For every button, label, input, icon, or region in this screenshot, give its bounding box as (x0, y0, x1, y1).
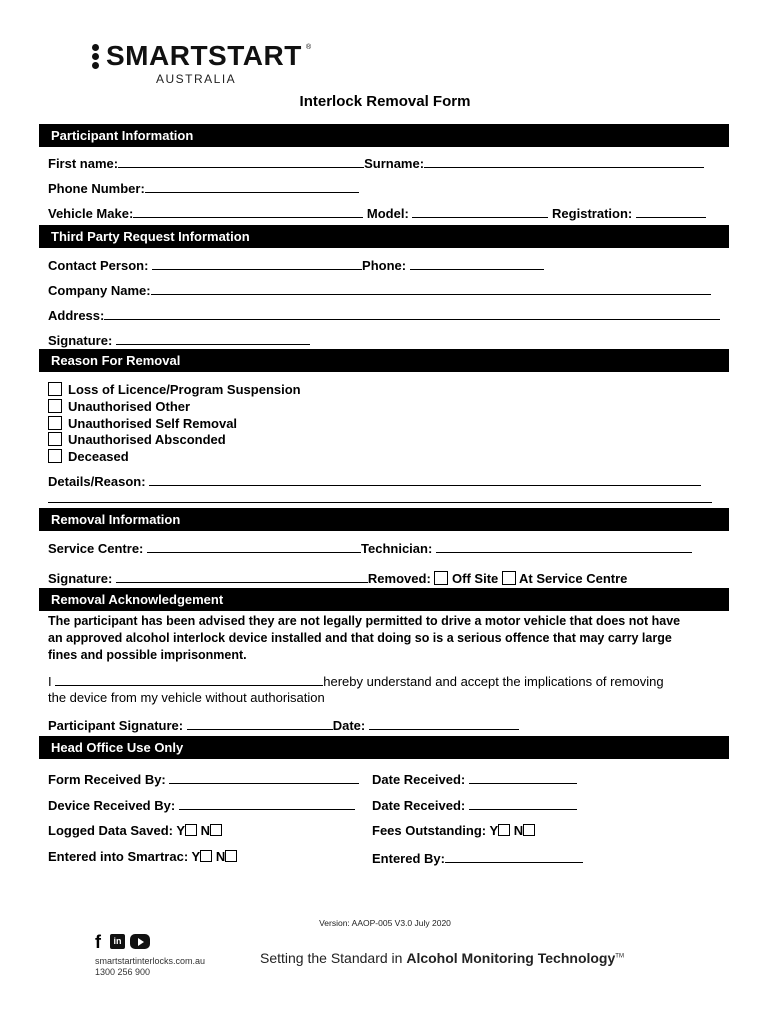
off-site-checkbox[interactable] (434, 571, 448, 585)
address-label: Address: (48, 308, 105, 323)
reason-option[interactable] (48, 399, 190, 414)
logged-data-saved-label: Logged Data Saved: Y (48, 823, 186, 838)
date-received-1-field[interactable] (469, 770, 577, 784)
reason-option-label: Loss of Licence/Program Suspension (68, 382, 301, 397)
ack-text: The participant has been advised they are not legally permitted to drive a motor vehicle that does not have an approved alcohol interlock device installed and that doing so is a serious offence that may carry large fines and possible imprisonment. (48, 614, 681, 662)
facebook-icon[interactable]: f (95, 932, 101, 952)
brand-tm: ® (306, 44, 312, 51)
reason-option-label: Deceased (68, 449, 129, 464)
youtube-icon[interactable] (130, 934, 150, 949)
device-received-row (48, 796, 355, 813)
entered-smartrac-label: Entered into Smartrac: Y (48, 849, 201, 864)
reason-option-label: Unauthorised Other (68, 399, 191, 414)
linkedin-icon[interactable]: in (110, 934, 125, 949)
registration-label: Registration: (552, 206, 633, 221)
registration-field[interactable] (636, 204, 706, 218)
form-received-by-label: Form Received By: (48, 772, 166, 787)
logged-data-yes-checkbox[interactable] (185, 824, 197, 836)
details-reason-field[interactable] (149, 472, 701, 486)
checkbox[interactable] (48, 416, 62, 430)
tagline-tm: TM (615, 953, 624, 960)
form-received-row (48, 770, 359, 787)
brand-name: SMARTSTART (106, 40, 302, 71)
device-received-by-label: Device Received By: (48, 798, 176, 813)
date-received-2-label: Date Received: (372, 798, 466, 813)
service-centre-label: Service Centre: (48, 541, 144, 556)
address-row (48, 306, 720, 323)
section-participant-header: Participant Information (39, 124, 729, 147)
fees-outstanding-label: Fees Outstanding: Y (372, 823, 499, 838)
company-name-field[interactable] (151, 281, 711, 295)
tagline-plain: Setting the Standard in (260, 950, 407, 966)
smartrac-no-label: N (215, 849, 226, 864)
section-removal-header: Removal Information (39, 508, 729, 531)
checkbox[interactable] (48, 399, 62, 413)
model-field[interactable] (412, 204, 548, 218)
removal-signature-label: Signature: (48, 571, 113, 586)
declaration-suffix: hereby understand and accept the implications of removing (323, 674, 664, 689)
contact-person-field[interactable] (152, 256, 362, 270)
reason-option-label: Unauthorised Self Removal (68, 416, 238, 431)
phone-text: 1300 256 900 (95, 967, 151, 977)
phone-field[interactable] (410, 256, 544, 270)
tagline (260, 950, 624, 966)
participant-signature-row (48, 716, 519, 733)
date-received-2-field[interactable] (469, 796, 577, 810)
declaration-prefix: I (48, 674, 52, 689)
entered-by-label: Entered By: (372, 851, 445, 866)
details-row (48, 472, 701, 489)
surname-field[interactable] (424, 154, 704, 168)
entered-by-row (372, 849, 583, 866)
first-name-label: First name: (48, 156, 119, 171)
vehicle-make-label: Vehicle Make: (48, 206, 134, 221)
date-received-2-row (372, 796, 577, 813)
fees-no-label: N (513, 823, 524, 838)
reason-option[interactable] (48, 416, 237, 431)
service-centre-field[interactable] (147, 539, 361, 553)
reason-option-label: Unauthorised Absconded (68, 432, 226, 447)
fees-no-checkbox[interactable] (523, 824, 535, 836)
fees-row (372, 823, 535, 838)
section-ack-header: Removal Acknowledgement (39, 588, 729, 611)
first-name-field[interactable] (118, 154, 364, 168)
declaration-name-field[interactable] (55, 672, 323, 686)
third-party-signature-label: Signature: (48, 333, 113, 348)
third-party-signature-field[interactable] (116, 331, 310, 345)
version-text: Version: AAOP-005 V3.0 July 2020 (319, 918, 451, 928)
date-received-1-row (372, 770, 577, 787)
technician-field[interactable] (436, 539, 692, 553)
logged-data-no-label: N (200, 823, 211, 838)
reason-option[interactable] (48, 382, 301, 397)
declaration-line-2: the device from my vehicle without authorisation (48, 690, 325, 705)
at-service-centre-checkbox[interactable] (502, 571, 516, 585)
tagline-bold: Alcohol Monitoring Technology (406, 950, 616, 966)
removed-label: Removed: (367, 571, 431, 586)
declaration-row (48, 672, 664, 689)
participant-signature-label: Participant Signature: (48, 718, 184, 733)
contact-row (48, 256, 544, 273)
third-party-signature-row (48, 331, 310, 348)
website-text[interactable]: smartstartinterlocks.com.au (95, 956, 206, 966)
checkbox[interactable] (48, 449, 62, 463)
smartrac-yes-checkbox[interactable] (200, 850, 212, 862)
device-received-by-field[interactable] (179, 796, 355, 810)
company-row (48, 281, 711, 298)
technician-label: Technician: (361, 541, 433, 556)
removal-signature-row (48, 569, 627, 586)
vehicle-row (48, 204, 706, 221)
participant-signature-field[interactable] (187, 716, 333, 730)
entered-by-field[interactable] (445, 849, 583, 863)
details-reason-line-2[interactable] (48, 502, 712, 503)
date-received-1-label: Date Received: (372, 772, 466, 787)
form-received-by-field[interactable] (169, 770, 359, 784)
phone-label: Phone: (362, 258, 407, 273)
smartrac-no-checkbox[interactable] (225, 850, 237, 862)
service-row (48, 539, 692, 556)
smartrac-row (48, 849, 237, 864)
brand-sub: AUSTRALIA (156, 72, 237, 86)
fees-yes-checkbox[interactable] (498, 824, 510, 836)
phone-number-field[interactable] (145, 179, 359, 193)
ack-date-field[interactable] (369, 716, 519, 730)
ack-date-label: Date: (332, 718, 366, 733)
logged-data-no-checkbox[interactable] (210, 824, 222, 836)
form-title: Interlock Removal Form (299, 93, 471, 110)
off-site-label: Off Site (452, 571, 499, 586)
surname-label: Surname: (364, 156, 425, 171)
company-name-label: Company Name: (48, 283, 151, 298)
checkbox[interactable] (48, 432, 62, 446)
section-third-party-header: Third Party Request Information (39, 225, 729, 248)
section-reason-header: Reason For Removal (39, 349, 729, 372)
checkbox[interactable] (48, 382, 62, 396)
phone-number-row (48, 179, 359, 196)
address-field[interactable] (104, 306, 720, 320)
at-service-centre-label: At Service Centre (519, 571, 628, 586)
model-label: Model: (366, 206, 409, 221)
logged-data-row (48, 823, 222, 838)
contact-person-label: Contact Person: (48, 258, 149, 273)
reason-option[interactable] (48, 449, 129, 464)
reason-option[interactable] (48, 432, 226, 447)
details-reason-label: Details/Reason: (48, 474, 146, 489)
section-head-office-header: Head Office Use Only (39, 736, 729, 759)
phone-number-label: Phone Number: (48, 181, 145, 196)
vehicle-make-field[interactable] (133, 204, 363, 218)
removal-signature-field[interactable] (116, 569, 368, 583)
first-name-row (48, 154, 704, 171)
logo-dots-icon (92, 44, 100, 70)
